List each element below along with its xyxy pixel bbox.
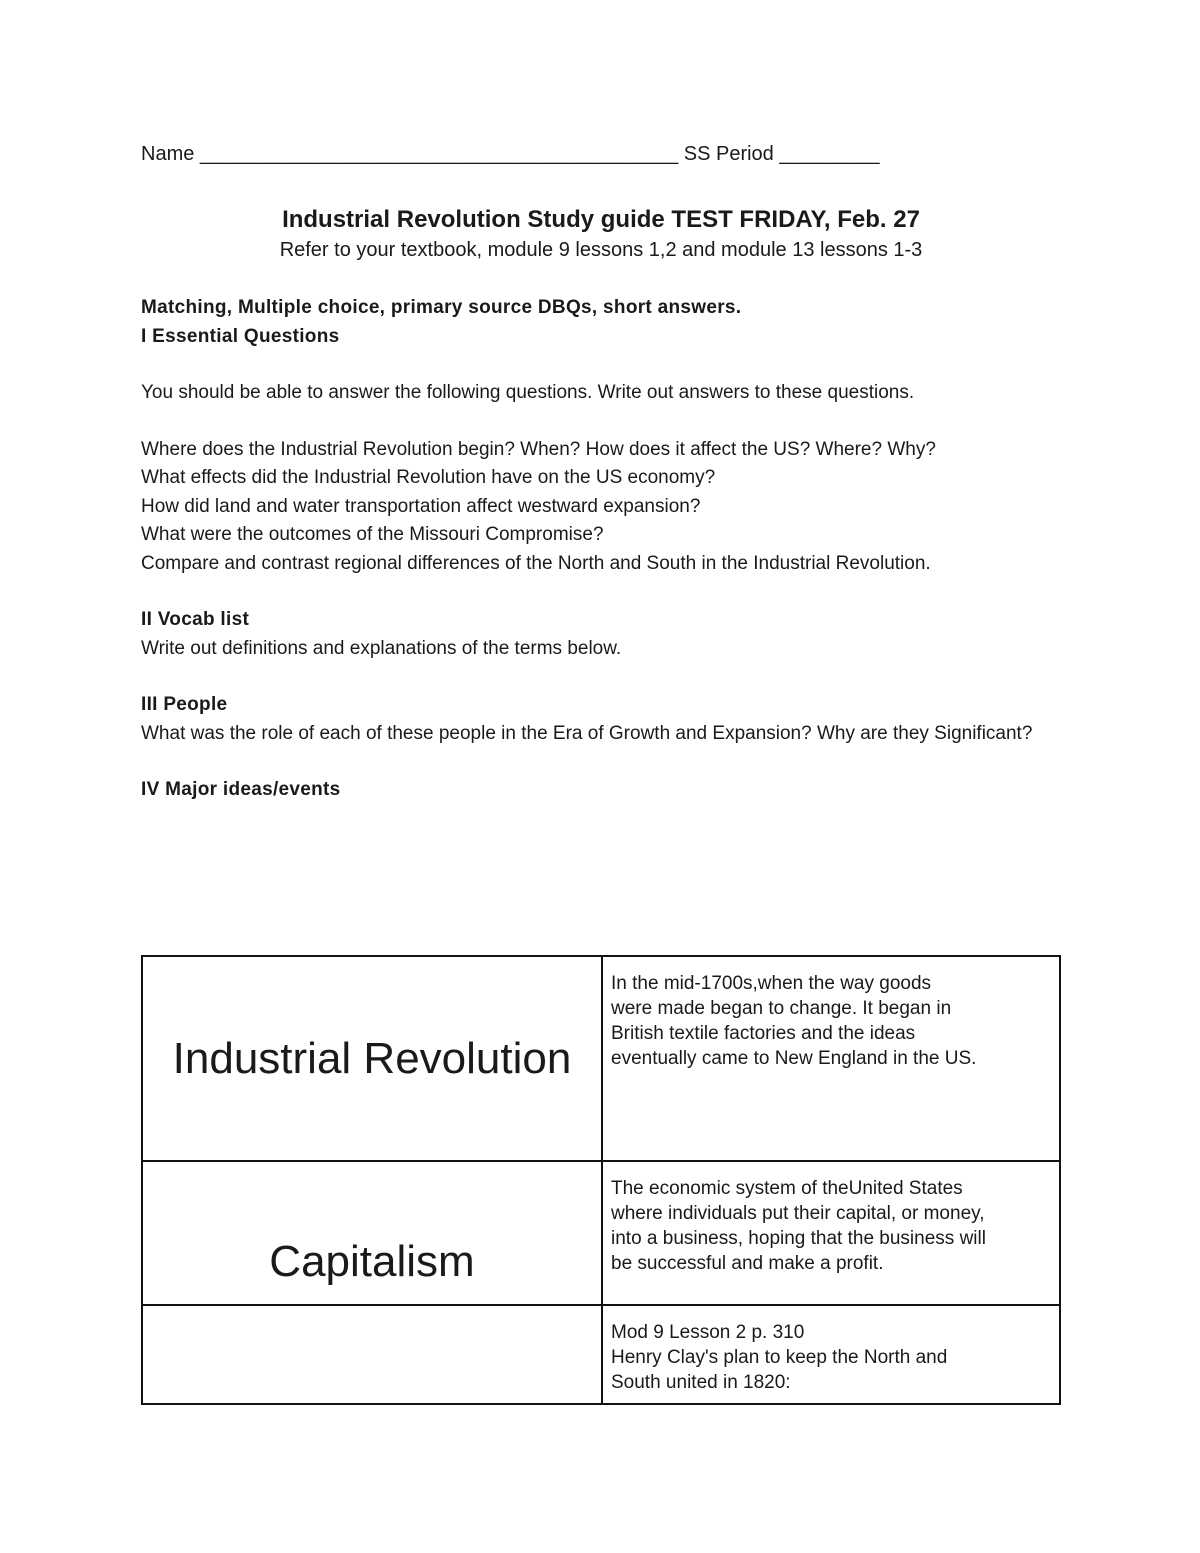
definition-line: be successful and make a profit. xyxy=(611,1253,884,1274)
major-ideas-heading: IV Major ideas/events xyxy=(141,779,341,800)
definition-line: In the mid-1700s,when the way goods xyxy=(611,973,932,994)
question-item: Compare and contrast regional differences of the North and South in the Industrial Revolution. xyxy=(141,552,931,574)
definition-line: were made began to change. It began in xyxy=(611,998,952,1019)
question-item: What effects did the Industrial Revolution have on the US economy? xyxy=(141,467,716,488)
people-heading: III People xyxy=(141,694,228,715)
definition-line: into a business, hoping that the business will xyxy=(611,1228,986,1249)
question-item: Where does the Industrial Revolution begin? When? How does it affect the US? Where? Why? xyxy=(141,438,936,460)
definition-line: The economic system of theUnited States xyxy=(611,1178,963,1199)
term-cell xyxy=(142,1161,602,1305)
term-text: Industrial Revolution xyxy=(172,1034,572,1083)
page-subtitle: Refer to your textbook, module 9 lessons 1,2 and module 13 lessons 1-3 xyxy=(279,239,923,261)
definition-cell xyxy=(602,1161,1060,1305)
definition-line: Mod 9 Lesson 2 p. 310 xyxy=(611,1322,805,1343)
definition-line: eventually came to New England in the US. xyxy=(611,1048,977,1069)
definition-line: Henry Clay's plan to keep the North and xyxy=(611,1347,948,1368)
format-line: Matching, Multiple choice, primary source DBQs, short answers. xyxy=(141,297,742,318)
essential-questions-list xyxy=(141,436,1061,579)
question-item: How did land and water transportation affect westward expansion? xyxy=(141,495,701,517)
table-row xyxy=(142,1161,1060,1305)
definition-line: South united in 1820: xyxy=(611,1372,791,1393)
table-row xyxy=(142,1305,1060,1404)
term-cell xyxy=(142,1305,602,1404)
term-cell xyxy=(142,956,602,1161)
vocab-heading: II Vocab list xyxy=(141,609,250,630)
study-guide-page xyxy=(141,140,1061,805)
question-item: What were the outcomes of the Missouri Compromise? xyxy=(141,524,604,545)
essential-questions-heading: I Essential Questions xyxy=(141,325,340,347)
definition-line: British textile factories and the ideas xyxy=(611,1023,916,1044)
table-row xyxy=(142,956,1060,1161)
term-text: Capitalism xyxy=(269,1237,475,1286)
definition-line: where individuals put their capital, or money, xyxy=(611,1203,985,1224)
essential-questions-intro: You should be able to answer the following questions. Write out answers to these questions. xyxy=(141,382,915,403)
people-instructions: What was the role of each of these people in the Era of Growth and Expansion? Why are they Significant? xyxy=(141,722,1033,744)
vocab-table xyxy=(141,955,1061,1405)
page-title: Industrial Revolution Study guide TEST FRIDAY, Feb. 27 xyxy=(282,206,920,233)
definition-cell xyxy=(602,956,1060,1161)
name-period-line: Name ___________________________________________ SS Period _________ xyxy=(141,143,880,165)
vocab-instructions: Write out definitions and explanations of the terms below. xyxy=(141,637,622,659)
definition-cell xyxy=(602,1305,1060,1404)
